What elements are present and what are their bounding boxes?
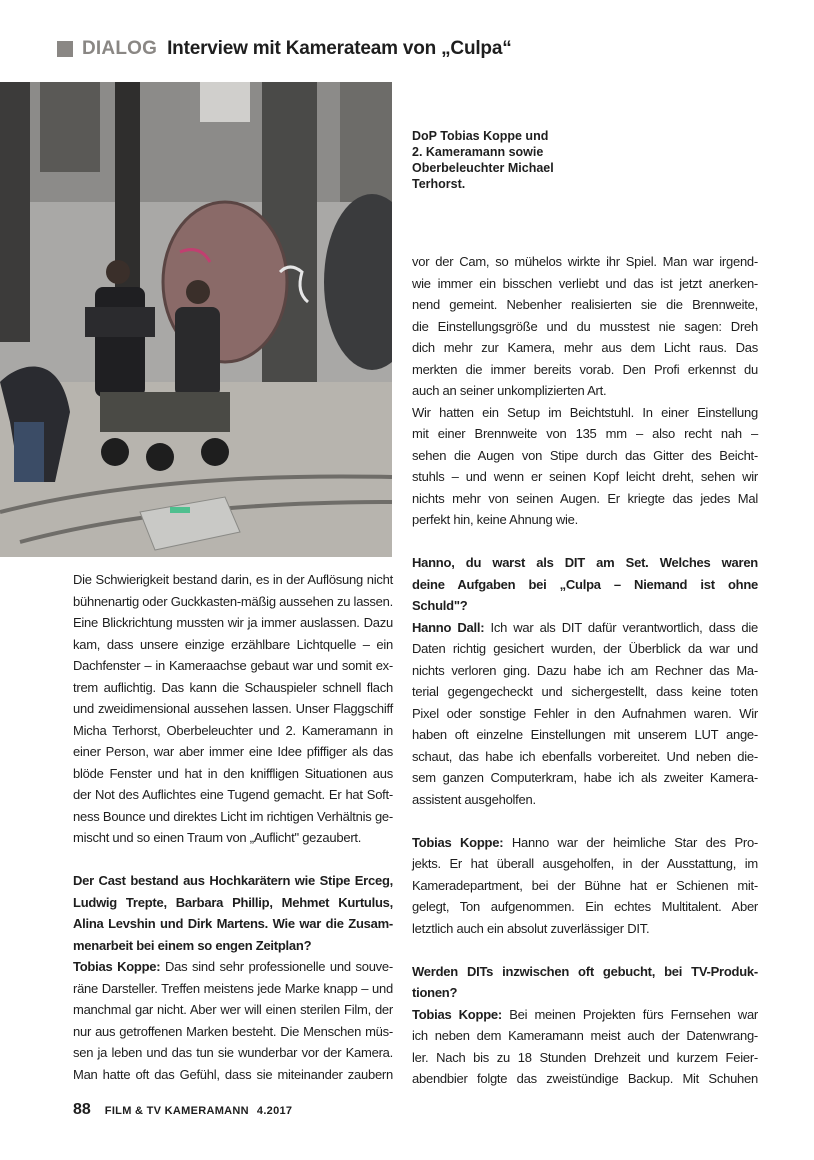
answer-text: Bei meinen Projekten fürs Fernsehen war: [501, 1006, 759, 1022]
paragraph-gap: [412, 531, 758, 553]
section-marker-square: [57, 41, 73, 57]
text-line: [412, 832, 758, 854]
text-line: sem ganzen Computerkram, habe ich als zweiter Kamera-: [412, 770, 758, 785]
text-line: haben oft einzelne Einstellungen mit unserem LUT ange-: [412, 727, 758, 742]
text-line: jekts. Er hat überall ausgeholfen, in der Ausstattung, im: [412, 856, 758, 871]
text-line: Hanno, du warst als DIT am Set. Welches waren: [412, 555, 758, 570]
text-line: trem auflichtig. Das kann die Schauspieler schnell flach: [73, 679, 393, 695]
paragraph-gap: [412, 810, 758, 832]
photo-caption: [412, 128, 554, 192]
interview-answer: [73, 956, 393, 1085]
interview-answer: [412, 832, 758, 940]
text-line: bühnenartig oder Guckkasten-mäßig aussehen zu lassen.: [73, 593, 393, 609]
text-line: ler. Nach bis zu 18 Stunden Drehzeit und kurzem Feier-: [412, 1049, 758, 1065]
text-line: Werden DITs inzwischen oft gebucht, bei TV-Produk-: [412, 963, 758, 979]
text-line: nend gemeint. Nebenher realisierten sie die Brennweite,: [412, 297, 758, 312]
text-line: Alina Levshin und Dirk Martens. Wie war die Zusam-: [73, 916, 393, 931]
text-line: nichts verloren ging. Dazu habe ich am Rechner das Ma-: [412, 662, 758, 678]
caption-line: DoP Tobias Koppe und: [412, 129, 549, 143]
text-line: wie immer ein bisschen verliebt und das ist jetzt anerken-: [412, 275, 758, 291]
answer-text: Hanno war der heimliche Star des Pro-: [503, 834, 758, 850]
text-line: mischt und so einen Traum von „Auflicht" gezaubert.: [73, 830, 362, 845]
interview-answer: [412, 617, 758, 811]
page-footer: [73, 1101, 292, 1119]
answer-text: Das sind sehr professionelle und souve-: [160, 959, 393, 974]
left-column: [73, 569, 393, 1085]
magazine-name: FILM & TV KAMERAMANN: [104, 1105, 249, 1117]
text-line: Dachfenster – in Kameraachse gebaut war und somit ex-: [73, 658, 393, 673]
text-line: schaut, das habe ich ebenfalls vorbereitet. Und neben die-: [412, 748, 758, 764]
interview-question: [73, 870, 393, 956]
text-line: Der Cast bestand aus Hochkarätern wie Stipe Erceg,: [73, 873, 393, 888]
body-paragraph: [73, 569, 393, 849]
text-line: [412, 1004, 758, 1026]
text-line: mit einer Brennweite von 135 mm – also recht nah –: [412, 426, 758, 441]
text-line: sehen die Augen von Stipe durch das Gitter des Beicht-: [412, 447, 758, 463]
set-photo: [0, 82, 392, 557]
text-line: vor der Cam, so mühelos wirkte ihr Spiel. Man war irgend-: [412, 254, 758, 269]
text-line: und zweidimensional aussehen lassen. Unser Flaggschiff: [73, 701, 393, 716]
text-line: abendbier folgte das zweistündige Backup. Mit Schuhen: [412, 1071, 758, 1086]
text-line: blöde Fenster und hat in den kniffligen Situationen aus: [73, 765, 393, 781]
text-line: tionen?: [412, 985, 458, 1000]
text-line: manchmal gar nicht. Aber wer will einen sterilen Film, der: [73, 1002, 393, 1017]
text-line: ness Bounce und direktes Licht im richtigen Verhältnis ge-: [73, 808, 393, 824]
text-line: Kameradepartment, bei der Bühne hat er Schienen mit-: [412, 877, 758, 893]
text-line: stuhls – und wenn er seinen Kopf leicht dreht, sehen wir: [412, 469, 758, 484]
text-line: gelegt, Ton aufgenommen. Ein echtes Multitalent. Aber: [412, 899, 758, 914]
speaker-name: Hanno Dall:: [412, 619, 485, 635]
interview-question: [412, 552, 758, 617]
text-line: Wir hatten ein Setup im Beichtstuhl. In einer Einstellung: [412, 404, 758, 420]
text-line: dich mehr zur Kamera, mehr aus dem Licht raus. Das: [412, 340, 758, 355]
text-line: einer Person, war aber immer eine Idee pfiffiger als das: [73, 744, 393, 759]
text-line: Schuld"?: [412, 598, 468, 613]
article-title: Interview mit Kamerateam von „Culpa“: [167, 38, 512, 59]
text-line: Micha Terhorst, Oberbeleuchter und 2. Kameramann in: [73, 722, 393, 738]
answer-text: Ich war als DIT dafür verantwortlich, dass die: [484, 619, 758, 635]
interview-answer: [412, 1004, 758, 1090]
right-column: [412, 251, 758, 1090]
text-line: [73, 956, 393, 978]
text-line: der Not des Auflichtes eine Tugend gemacht. Er hat Soft-: [73, 787, 393, 802]
speaker-name: Tobias Koppe:: [412, 1006, 502, 1022]
page-header: [57, 38, 512, 60]
text-line: menarbeit bei einem so engen Zeitplan?: [73, 937, 312, 953]
text-line: Ludwig Trepte, Barbara Phillip, Mehmet Kurtulus,: [73, 894, 393, 910]
text-line: deine Aufgaben bei „Culpa – Niemand ist ohne: [412, 576, 758, 592]
text-line: Eine Blickrichtung mussten wir ja immer auslassen. Dazu: [73, 615, 393, 630]
text-line: letztlich auch ein absolut zuverlässiger DIT.: [412, 920, 650, 936]
issue-number: 4.2017: [256, 1105, 293, 1117]
caption-line: Oberbeleuchter Michael: [412, 161, 554, 175]
text-line: auch an seiner unkomplizierten Art.: [412, 383, 607, 398]
text-line: Man hatte oft das Gefühl, dass sie miteinander zaubern: [73, 1066, 393, 1082]
text-line: [412, 617, 758, 639]
speaker-name: Tobias Koppe:: [412, 834, 504, 850]
text-line: kam, dass unsere einzige erzählbare Lichtquelle – ein: [73, 636, 393, 652]
text-line: nichts mehr von seinen Augen. Er kriegte das jedes Mal: [412, 490, 758, 506]
text-line: Daten richtig gesichert wurden, der Überblick da war und: [412, 641, 758, 656]
text-line: sen ja leben und das tun sie wunderbar vor der Kamera.: [73, 1045, 393, 1060]
caption-line: Terhorst.: [412, 177, 466, 191]
text-line: assistent ausgeholfen.: [412, 791, 536, 807]
text-line: Pixel oder sonstige Fehler in den Aufnahmen waren. Wir: [412, 705, 758, 721]
text-line: die Einstellungsgröße und du musstest nie sagen: Dreh: [412, 318, 758, 334]
text-line: räne Darsteller. Treffen meistens jede Marke knapp – und: [73, 980, 393, 996]
interview-question: [412, 961, 758, 1004]
text-line: perfekt hin, keine Ahnung wie.: [412, 512, 578, 527]
body-paragraph: [412, 251, 758, 531]
page-number: 88: [73, 1101, 91, 1118]
caption-line: 2. Kameramann sowie: [412, 145, 544, 159]
speaker-name: Tobias Koppe:: [73, 959, 161, 974]
paragraph-gap: [412, 939, 758, 961]
paragraph-gap: [73, 849, 393, 871]
text-line: nur aus getroffenen Marken besteht. Die Menschen müs-: [73, 1023, 393, 1039]
text-line: Die Schwierigkeit bestand darin, es in der Auflösung nicht: [73, 572, 393, 587]
text-line: terial gegengecheckt und sichergestellt, dass keine toten: [412, 684, 758, 699]
text-line: ich neben dem Kameramann meist auch der Datenwrang-: [412, 1028, 758, 1043]
text-line: merkten die immer bereits vorab. Den Profi erkennst du: [412, 361, 758, 377]
section-label: DIALOG: [82, 38, 158, 59]
